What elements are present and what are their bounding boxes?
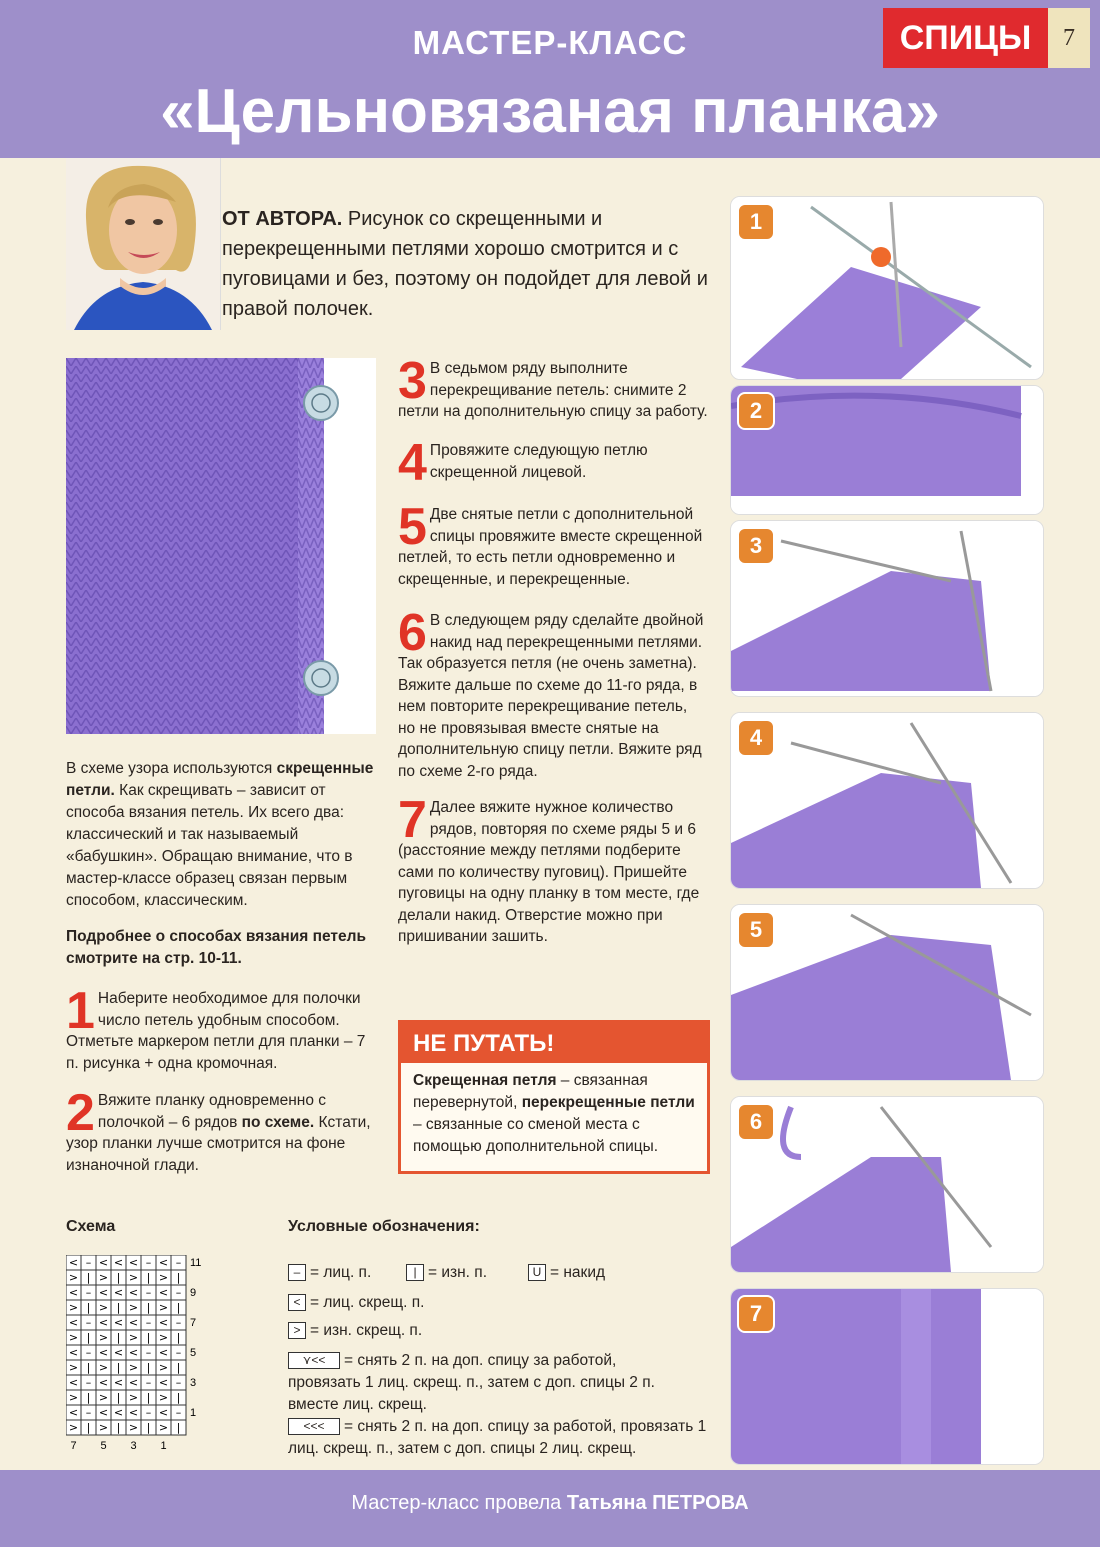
chart-symbol: < (158, 1286, 169, 1299)
chart-symbol: | (86, 1271, 91, 1284)
chart-symbol: < (128, 1256, 139, 1269)
chart-symbol: | (146, 1331, 151, 1344)
purl-symbol-icon: | (406, 1264, 424, 1281)
step-photo-badge: 7 (737, 1295, 775, 1333)
chart-symbol: | (116, 1331, 121, 1344)
chart-symbol: > (128, 1271, 139, 1284)
step-text: Две снятые петли с дополнительной спицы провяжите вместе скрещенной петлей, то есть петли одновременно и скрещенные, и перекрещенные. (398, 506, 703, 588)
chart-symbol: – (85, 1316, 92, 1329)
warning-def-2: – связанные со сменой места с помощью дополнительной спицы. (413, 1116, 659, 1155)
chart-symbol: – (145, 1256, 152, 1269)
chart-symbol: – (145, 1376, 152, 1389)
legend-yo (528, 1262, 605, 1284)
legend-purl (406, 1262, 487, 1284)
chart-symbol: | (116, 1391, 121, 1404)
step-photo-badge: 2 (737, 392, 775, 430)
chart-symbol: < (113, 1286, 124, 1299)
cross-symbol-icon: <<< (288, 1418, 340, 1435)
footer-credit (0, 1492, 1100, 1515)
legend-knit-text: = лиц. п. (310, 1264, 372, 1281)
step-photo-3 (730, 520, 1044, 697)
chart-symbol: > (68, 1361, 79, 1374)
legend-title: Условные обозначения: (288, 1218, 480, 1235)
chart-symbol: | (146, 1361, 151, 1374)
chart-symbol: < (68, 1316, 79, 1329)
chart-symbol: | (86, 1391, 91, 1404)
step-text: Наберите необходимое для полочки число петель удобным способом. Отметьте маркером петли для планки – 7 п. рисунка + одна кромочная. (66, 990, 366, 1072)
step-2 (66, 1084, 378, 1176)
chart-symbol: < (128, 1376, 139, 1389)
step-photo-6 (730, 1096, 1044, 1273)
step-number: 3 (398, 352, 427, 410)
chart-symbol: – (85, 1376, 92, 1389)
chart-symbol: – (175, 1346, 182, 1359)
chart-symbol: > (68, 1301, 79, 1314)
step-number: 1 (66, 982, 95, 1040)
chart-symbol: – (175, 1286, 182, 1299)
step-7 (398, 791, 708, 948)
chart-symbol: | (176, 1421, 181, 1434)
chart-symbol: < (98, 1346, 109, 1359)
chart-symbol: < (128, 1346, 139, 1359)
chart-symbol: – (175, 1406, 182, 1419)
warning-def-1: – связанная перевернутой, (413, 1072, 648, 1111)
chart-symbol: < (128, 1406, 139, 1419)
section-tag: СПИЦЫ (883, 8, 1048, 68)
chart-symbol: < (98, 1286, 109, 1299)
step-photo-badge: 1 (737, 203, 775, 241)
chart-col-label: 1 (160, 1440, 167, 1452)
chart-symbol: | (86, 1331, 91, 1344)
chart-symbol: > (158, 1271, 169, 1284)
step-text-b: по схеме. (241, 1113, 315, 1131)
chart-symbol: | (86, 1421, 91, 1434)
chart-symbol: > (68, 1391, 79, 1404)
step-text: В следующем ряду сделайте двойной накид над перекрещенными петлями. Так образуется петля (не очень заметна). Вяжите дальше по схеме до 11-го ряда, в нем повторите перекрещивание петель, но не провязывая вместе снятые на дополнительную спицу петли. Вяжите ряд по схеме 2-го ряда. (398, 612, 704, 780)
intro-text-c: Как скрещивать – зависит от способа вязания петель. Их всего два: классический и так называемый «бабушкин». Обращаю внимание, что в мастер-классе образец связан первым способом, классическим. (66, 782, 353, 909)
step-number: 4 (398, 434, 427, 492)
page-kicker: МАСТЕР-КЛАСС (412, 24, 688, 61)
knitting-chart (66, 1255, 216, 1455)
step-text-c: Кстати, узор планки лучше смотрится на фоне изнаночной глади. (66, 1113, 371, 1174)
chart-symbol: > (68, 1331, 79, 1344)
step-text: Далее вяжите нужное количество рядов, повторяя по схеме ряды 5 и 6 (расстояние между петлями подберите сами по количеству пуговиц). Пришейте пуговицы на одну планку в том месте, где делали накид. Отверстие можно при пришивании зашить. (398, 799, 700, 945)
chart-symbol: – (85, 1286, 92, 1299)
step-photo-1 (730, 196, 1044, 380)
intro-paragraph (66, 758, 378, 912)
step-photo-badge: 3 (737, 527, 775, 565)
chart-symbol: > (128, 1361, 139, 1374)
step-3 (398, 352, 708, 423)
author-intro-lead: ОТ АВТОРА. (222, 208, 343, 230)
warning-term-2: перекрещенные петли (521, 1094, 695, 1111)
chart-symbol: | (176, 1301, 181, 1314)
step-number: 6 (398, 604, 427, 662)
chart-symbol: < (68, 1406, 79, 1419)
chart-symbol: < (158, 1376, 169, 1389)
chart-symbol: | (176, 1391, 181, 1404)
chart-symbol: | (116, 1421, 121, 1434)
chart-symbol: < (98, 1316, 109, 1329)
step-photo-4 (730, 712, 1044, 889)
chart-symbol: > (128, 1391, 139, 1404)
step-number: 7 (398, 791, 427, 849)
step-text-a: Вяжите планку одновременно с полочкой – 6 рядов (97, 1092, 327, 1131)
legend-cross-1-text: = снять 2 п. на доп. спицу за работой, провязать 1 лиц. скрещ. п., затем с доп. спицы 2 п. вместе лиц. скрещ. (288, 1352, 655, 1413)
chart-row-label: 3 (190, 1377, 197, 1389)
chart-symbol: | (116, 1361, 121, 1374)
step-5 (398, 498, 708, 590)
knit-tbl-symbol-icon: < (288, 1294, 306, 1311)
yarn-over-symbol-icon: U (528, 1264, 546, 1281)
chart-symbol: < (158, 1256, 169, 1269)
cross-together-symbol-icon: ⋎<< (288, 1352, 340, 1369)
chart-symbol: < (113, 1376, 124, 1389)
chart-col-label: 7 (70, 1440, 77, 1452)
chart-symbol: | (86, 1361, 91, 1374)
intro-text-b: скрещенные петли. (66, 760, 374, 799)
chart-symbol: – (175, 1376, 182, 1389)
legend-knit-tbl-text: = лиц. скрещ. п. (310, 1294, 425, 1311)
chart-symbol: < (68, 1286, 79, 1299)
chart-symbol: – (175, 1256, 182, 1269)
author-photo (66, 158, 221, 330)
chart-symbol: – (145, 1346, 152, 1359)
chart-col-label: 5 (100, 1440, 107, 1452)
page-number: 7 (1048, 8, 1090, 68)
chart-symbol: < (113, 1256, 124, 1269)
step-number: 2 (66, 1084, 95, 1142)
chart-symbol: | (176, 1271, 181, 1284)
more-info-note: Подробнее о способах вязания петель смотрите на стр. 10-11. (66, 928, 366, 967)
chart-symbol: > (98, 1361, 109, 1374)
chart-symbol: < (113, 1346, 124, 1359)
step-number: 5 (398, 498, 427, 556)
step-1 (66, 982, 378, 1074)
step-text: В седьмом ряду выполните перекрещивание петель: снимите 2 петли на дополнительную спицу за работу. (398, 360, 708, 420)
chart-symbol: < (68, 1346, 79, 1359)
step-photo-2 (730, 385, 1044, 515)
step-4 (398, 434, 708, 492)
chart-symbol: > (128, 1301, 139, 1314)
chart-col-label: 3 (130, 1440, 137, 1452)
legend-cross-2-text: = снять 2 п. на доп. спицу за работой, провязать 1 лиц. скрещ. п., затем с доп. спицы 2 лиц. скрещ. (288, 1418, 707, 1457)
author-intro (222, 204, 712, 324)
chart-symbol: > (68, 1271, 79, 1284)
legend-yo-text: = накид (550, 1264, 606, 1281)
legend-cross-2 (288, 1416, 708, 1460)
sample-photo (66, 358, 376, 734)
chart-symbol: < (98, 1406, 109, 1419)
page-title: «Цельновязаная планка» (160, 77, 940, 146)
step-text: Провяжите следующую петлю скрещенной лицевой. (429, 442, 648, 481)
chart-symbol: – (85, 1346, 92, 1359)
chart-row-label: 11 (190, 1257, 202, 1269)
chart-symbol: | (146, 1391, 151, 1404)
intro-text-a: В схеме узора используются (66, 760, 277, 777)
footer-credit-name: Татьяна ПЕТРОВА (566, 1492, 749, 1514)
chart-grid (66, 1255, 186, 1435)
chart-symbol: > (158, 1391, 169, 1404)
warning-text (413, 1070, 695, 1158)
legend-cross-1 (288, 1350, 678, 1416)
chart-symbol: > (158, 1301, 169, 1314)
legend-purl-tbl (288, 1320, 422, 1342)
chart-row-label: 7 (190, 1317, 197, 1329)
chart-symbol: > (98, 1421, 109, 1434)
chart-symbol: < (113, 1406, 124, 1419)
footer-credit-label: Мастер-класс провела (351, 1492, 567, 1514)
legend-knit (288, 1262, 371, 1284)
step-photo-badge: 5 (737, 911, 775, 949)
purl-tbl-symbol-icon: > (288, 1322, 306, 1339)
legend-purl-text: = изн. п. (428, 1264, 487, 1281)
warning-box (398, 1020, 710, 1174)
chart-symbol: < (128, 1286, 139, 1299)
chart-symbol: > (98, 1271, 109, 1284)
chart-symbol: > (158, 1331, 169, 1344)
chart-symbol: < (128, 1316, 139, 1329)
legend-knit-tbl (288, 1292, 424, 1314)
chart-symbol: < (98, 1256, 109, 1269)
chart-symbol: | (146, 1301, 151, 1314)
chart-symbol: < (113, 1316, 124, 1329)
chart-symbol: – (175, 1316, 182, 1329)
step-photo-5 (730, 904, 1044, 1081)
step-photo-badge: 4 (737, 719, 775, 757)
legend-purl-tbl-text: = изн. скрещ. п. (310, 1322, 423, 1339)
step-6 (398, 604, 708, 782)
chart-symbol: < (68, 1376, 79, 1389)
chart-symbol: – (145, 1406, 152, 1419)
chart-symbol: | (176, 1361, 181, 1374)
chart-symbol: – (85, 1256, 92, 1269)
chart-symbol: – (145, 1286, 152, 1299)
chart-symbol: < (158, 1316, 169, 1329)
warning-title: НЕ ПУТАТЬ! (401, 1023, 707, 1063)
chart-symbol: | (146, 1421, 151, 1434)
chart-symbol: | (116, 1301, 121, 1314)
chart-symbol: > (128, 1331, 139, 1344)
author-intro-text: Рисунок со скрещенными и перекрещенными петлями хорошо смотрится и с пуговицами и без, поэтому он подойдет для левой и правой полочек. (222, 208, 708, 320)
chart-symbol: | (176, 1331, 181, 1344)
step-photo-7 (730, 1288, 1044, 1465)
chart-row-label: 9 (190, 1287, 197, 1299)
chart-symbol: – (85, 1406, 92, 1419)
warning-term-1: Скрещенная петля (413, 1072, 557, 1089)
chart-symbol: < (158, 1346, 169, 1359)
chart-symbol: > (98, 1331, 109, 1344)
step-photo-badge: 6 (737, 1103, 775, 1141)
chart-symbol: | (86, 1301, 91, 1314)
chart-row-label: 5 (190, 1347, 197, 1359)
chart-symbol: > (68, 1421, 79, 1434)
chart-symbol: | (116, 1271, 121, 1284)
chart-row-label: 1 (190, 1407, 197, 1419)
chart-symbol: | (146, 1271, 151, 1284)
chart-symbol: < (98, 1376, 109, 1389)
chart-symbol: > (128, 1421, 139, 1434)
chart-symbol: < (158, 1406, 169, 1419)
knit-symbol-icon: – (288, 1264, 306, 1281)
chart-symbol: > (98, 1301, 109, 1314)
chart-symbol: – (145, 1316, 152, 1329)
chart-symbol: > (98, 1391, 109, 1404)
chart-title: Схема (66, 1218, 116, 1235)
chart-symbol: < (68, 1256, 79, 1269)
chart-symbol: > (158, 1421, 169, 1434)
chart-symbol: > (158, 1361, 169, 1374)
